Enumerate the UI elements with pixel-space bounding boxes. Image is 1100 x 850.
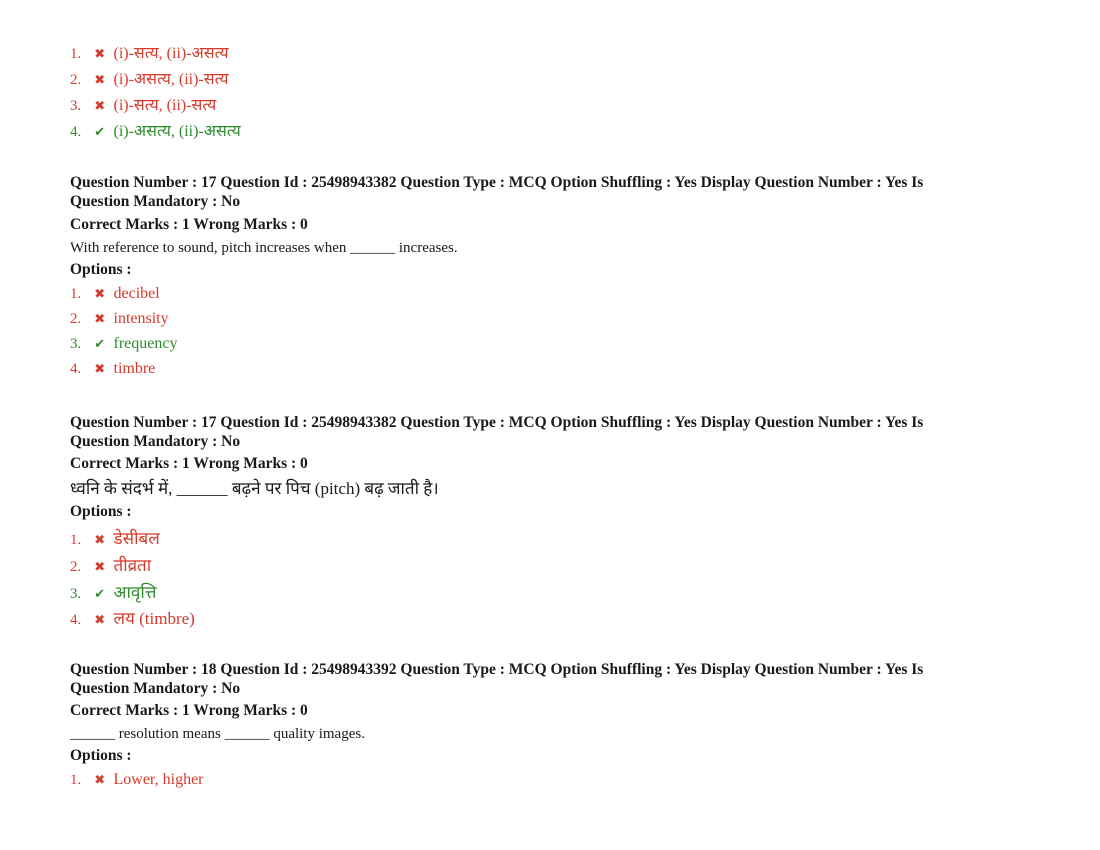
option-text: (i)-असत्य, (ii)-असत्य	[113, 123, 241, 140]
option-text: तीव्रता	[113, 556, 152, 575]
question-header	[70, 173, 1010, 211]
options-heading: Options :	[70, 503, 132, 520]
question-meta: Question Number : 18 Question Id : 25498943392 Question Type : MCQ Option Shuffling : Yes Display Question Number : Yes Is	[70, 661, 924, 678]
question-header	[70, 660, 1010, 698]
options-label	[70, 503, 1010, 521]
marks-text: Correct Marks : 1 Wrong Marks : 0	[70, 216, 308, 233]
option-item	[70, 580, 156, 604]
option-item	[70, 771, 204, 795]
question-text	[70, 477, 1010, 501]
cross-icon: ✖	[94, 311, 106, 326]
question-mandatory: Question Mandatory : No	[70, 680, 241, 697]
option-number: 1.	[70, 772, 82, 788]
question-mandatory: Question Mandatory : No	[70, 433, 241, 450]
option-item	[70, 285, 160, 309]
option-text: timbre	[113, 360, 156, 377]
question-marks	[70, 701, 1010, 720]
question-meta: Question Number : 17 Question Id : 25498943382 Question Type : MCQ Option Shuffling : Yes Display Question Number : Yes Is	[70, 414, 924, 431]
question-body: ______ resolution means ______ quality images.	[70, 726, 365, 742]
option-number: 1.	[70, 532, 82, 548]
cross-icon: ✖	[94, 612, 106, 627]
question-mandatory: Question Mandatory : No	[70, 193, 241, 210]
question-marks	[70, 454, 1010, 473]
option-item	[70, 310, 169, 334]
option-item	[70, 526, 160, 550]
question-marks	[70, 215, 1010, 234]
question-text	[70, 723, 1010, 745]
cross-icon: ✖	[94, 532, 106, 547]
option-text: डेसीबल	[113, 529, 160, 548]
check-icon: ✔	[94, 336, 106, 351]
option-text: decibel	[113, 285, 160, 302]
cross-icon: ✖	[94, 72, 106, 87]
options-label	[70, 261, 1010, 279]
option-number: 4.	[70, 361, 82, 377]
option-number: 4.	[70, 612, 82, 628]
marks-text: Correct Marks : 1 Wrong Marks : 0	[70, 702, 308, 719]
option-text: आवृत्ति	[113, 583, 157, 602]
option-item	[70, 606, 195, 630]
option-item	[70, 553, 151, 577]
option-number: 4.	[70, 124, 82, 140]
option-item	[70, 41, 229, 65]
option-text: (i)-सत्य, (ii)-असत्य	[113, 45, 229, 62]
cross-icon: ✖	[94, 98, 106, 113]
check-icon: ✔	[94, 124, 106, 139]
option-text: frequency	[113, 335, 178, 352]
option-text: intensity	[113, 310, 169, 327]
question-header	[70, 413, 1010, 451]
options-heading: Options :	[70, 747, 132, 764]
question-meta: Question Number : 17 Question Id : 25498943382 Question Type : MCQ Option Shuffling : Yes Display Question Number : Yes Is	[70, 174, 924, 191]
option-item	[70, 119, 241, 143]
cross-icon: ✖	[94, 361, 106, 376]
cross-icon: ✖	[94, 559, 106, 574]
marks-text: Correct Marks : 1 Wrong Marks : 0	[70, 455, 308, 472]
option-number: 2.	[70, 311, 82, 327]
option-number: 3.	[70, 336, 82, 352]
cross-icon: ✖	[94, 772, 106, 787]
option-number: 1.	[70, 46, 82, 62]
option-item	[70, 93, 216, 117]
cross-icon: ✖	[94, 286, 106, 301]
question-body: ध्वनि के संदर्भ में, ______ बढ़ने पर पिच (pitch) बढ़ जाती है।	[70, 479, 439, 498]
option-item	[70, 360, 155, 384]
question-body: With reference to sound, pitch increases when ______ increases.	[70, 240, 458, 256]
option-number: 1.	[70, 286, 82, 302]
option-text: (i)-सत्य, (ii)-सत्य	[113, 97, 217, 114]
option-text: Lower, higher	[113, 771, 204, 788]
option-text: (i)-असत्य, (ii)-सत्य	[113, 71, 229, 88]
option-number: 3.	[70, 98, 82, 114]
options-label	[70, 747, 1010, 765]
cross-icon: ✖	[94, 46, 106, 61]
option-item	[70, 67, 229, 91]
option-text: लय (timbre)	[113, 609, 195, 628]
option-number: 2.	[70, 72, 82, 88]
option-number: 2.	[70, 559, 82, 575]
option-number: 3.	[70, 586, 82, 602]
option-item	[70, 335, 177, 359]
options-heading: Options :	[70, 261, 132, 278]
question-text	[70, 237, 1010, 259]
check-icon: ✔	[94, 586, 106, 601]
